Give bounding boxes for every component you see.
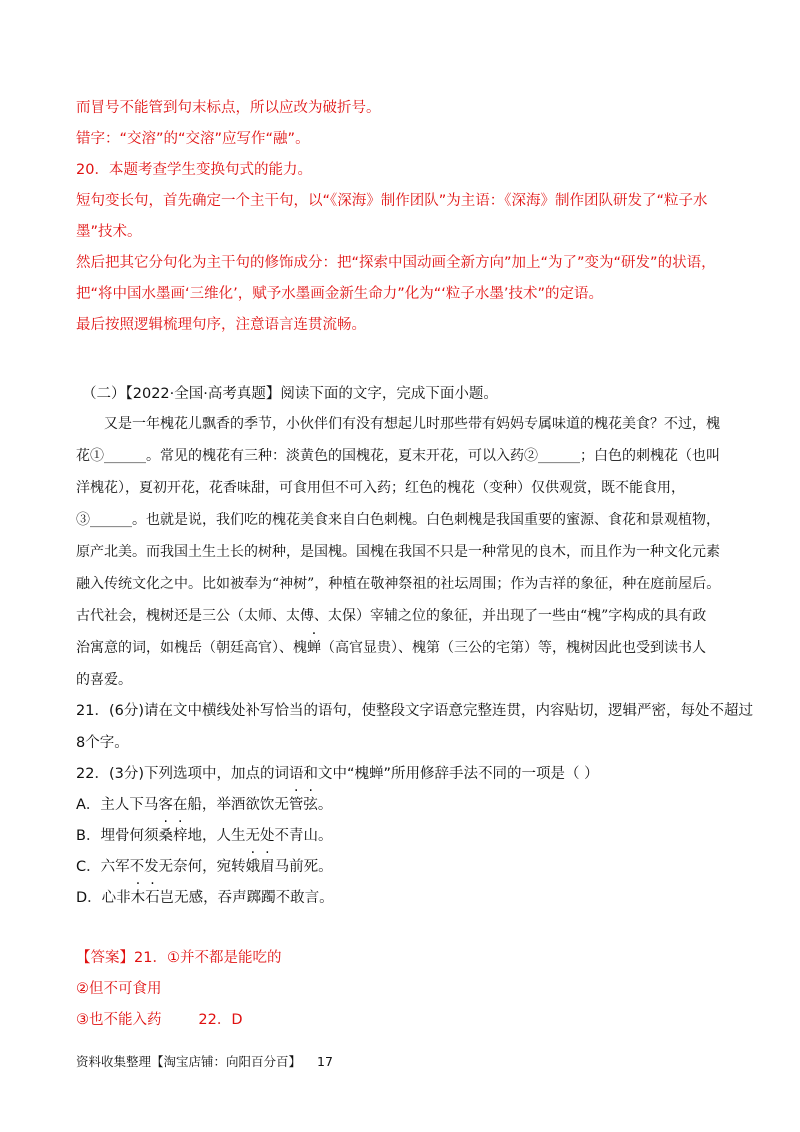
dotted-char: 管 bbox=[288, 797, 304, 813]
option-text: B．埋骨何须 bbox=[76, 828, 159, 844]
analysis-line: 短句变长句，首先确定一个主干句，以“《深海》制作团队”为主语：《深海》制作团队研发了“粒子水 bbox=[76, 193, 708, 209]
analysis-line: 最后按照逻辑梳理句序，注意语言连贯流畅。 bbox=[76, 317, 366, 333]
section-heading: （二）【2022·全国·高考真题】阅读下面的文字，完成下面小题。 bbox=[82, 386, 498, 402]
dotted-char: 石 bbox=[145, 890, 160, 906]
passage-line bbox=[76, 638, 706, 658]
passage-line: 的喜爱。 bbox=[76, 672, 132, 688]
option-text: 。 bbox=[317, 797, 333, 813]
page-number: 17 bbox=[317, 1054, 333, 1069]
dotted-char: 眉 bbox=[260, 859, 275, 875]
page-footer bbox=[76, 1052, 333, 1070]
analysis-line: 错字：“交溶”的“交溶”应写作“融”。 bbox=[76, 131, 310, 147]
dotted-char: 娥 bbox=[245, 859, 261, 875]
passage-text: 治寓意的词，如槐岳（朝廷高官）、槐 bbox=[76, 640, 307, 656]
question-22-stem: 22．(3分)下列选项中，加点的词语和文中“槐蝉”所用修辞手法不同的一项是（ ） bbox=[76, 766, 599, 782]
dotted-char: 弦 bbox=[303, 797, 318, 813]
option-text: 岂无感，吞声踯躅不敢言。 bbox=[159, 890, 334, 906]
option-c bbox=[76, 857, 333, 877]
dotted-char: 木 bbox=[130, 890, 146, 906]
passage-text: （高官显贵）、槐第（三公的宅第）等，槐树因此也受到读书人 bbox=[321, 640, 706, 656]
passage-line: 又是一年槐花儿飘香的季节，小伙伴们有没有想起儿时那些带有妈妈专属味道的槐花美食？不过，槐 bbox=[104, 416, 720, 432]
footer-text: 资料收集整理【淘宝店铺：向阳百分百】 bbox=[76, 1054, 302, 1069]
dotted-char: 蝉 bbox=[307, 640, 321, 656]
analysis-line: 而冒号不能管到句末标点，所以应改为破折号。 bbox=[76, 100, 381, 116]
passage-line: 融入传统文化之中。比如被奉为“神树”，种植在敬神祭祖的社坛周围；作为吉祥的象征，种在庭前屋后。 bbox=[76, 576, 721, 592]
option-text: A．主人下马客在船，举酒欲饮无 bbox=[76, 797, 289, 813]
option-text: D．心非 bbox=[76, 890, 131, 906]
analysis-line: 墨”技术。 bbox=[76, 224, 142, 240]
option-text: 地，人生无处不青山。 bbox=[187, 828, 333, 844]
question-21: 21．(6分)请在文中横线处补写恰当的语句，使整段文字语意完整连贯，内容贴切，逻辑严密，每处不超过 bbox=[76, 703, 753, 719]
passage-line: 古代社会，槐树还是三公（太师、太傅、太保）宰辅之位的象征，并出现了一些由“槐”字构成的具有政 bbox=[76, 608, 707, 624]
passage-line: 花①______。常见的槐花有三种：淡黄色的国槐花，夏末开花，可以入药②______；白色的刺槐花（也叫 bbox=[76, 448, 720, 464]
answer-line: ③也不能入药 22．D bbox=[76, 1012, 243, 1028]
option-text: 马前死。 bbox=[274, 859, 333, 875]
answer-line: ②但不可食用 bbox=[76, 981, 162, 997]
analysis-line: 然后把其它分句化为主干句的修饰成分：把“探索中国动画全新方向”加上“为了”变为“研发”的状语， bbox=[76, 255, 716, 271]
option-a bbox=[76, 795, 332, 815]
option-d bbox=[76, 888, 334, 908]
answer-line: 【答案】21．①并不都是能吃的 bbox=[76, 950, 282, 966]
dotted-char: 桑 bbox=[158, 828, 173, 844]
passage-line: ③______。也就是说，我们吃的槐花美食来自白色刺槐。白色刺槐是我国重要的蜜源、食花和景观植物， bbox=[76, 512, 720, 528]
analysis-line: 把“将中国水墨画‘三维化’，赋予水墨画金新生命力”化为“‘粒子水墨’技术”的定语。 bbox=[76, 286, 603, 302]
passage-line: 洋槐花），夏初开花，花香味甜，可食用但不可入药；红色的槐花（变种）仅供观赏，既不能食用， bbox=[76, 480, 685, 496]
option-b bbox=[76, 826, 332, 846]
dotted-char: 梓 bbox=[172, 828, 188, 844]
analysis-line: 20．本题考查学生变换句式的能力。 bbox=[76, 162, 312, 178]
option-text: C．六军不发无奈何，宛转 bbox=[76, 859, 246, 875]
question-21-cont: 8个字。 bbox=[76, 735, 129, 751]
passage-line: 原产北美。而我国土生土长的树种，是国槐。国槐在我国不只是一种常见的良木，而且作为一种文化元素 bbox=[76, 544, 720, 560]
